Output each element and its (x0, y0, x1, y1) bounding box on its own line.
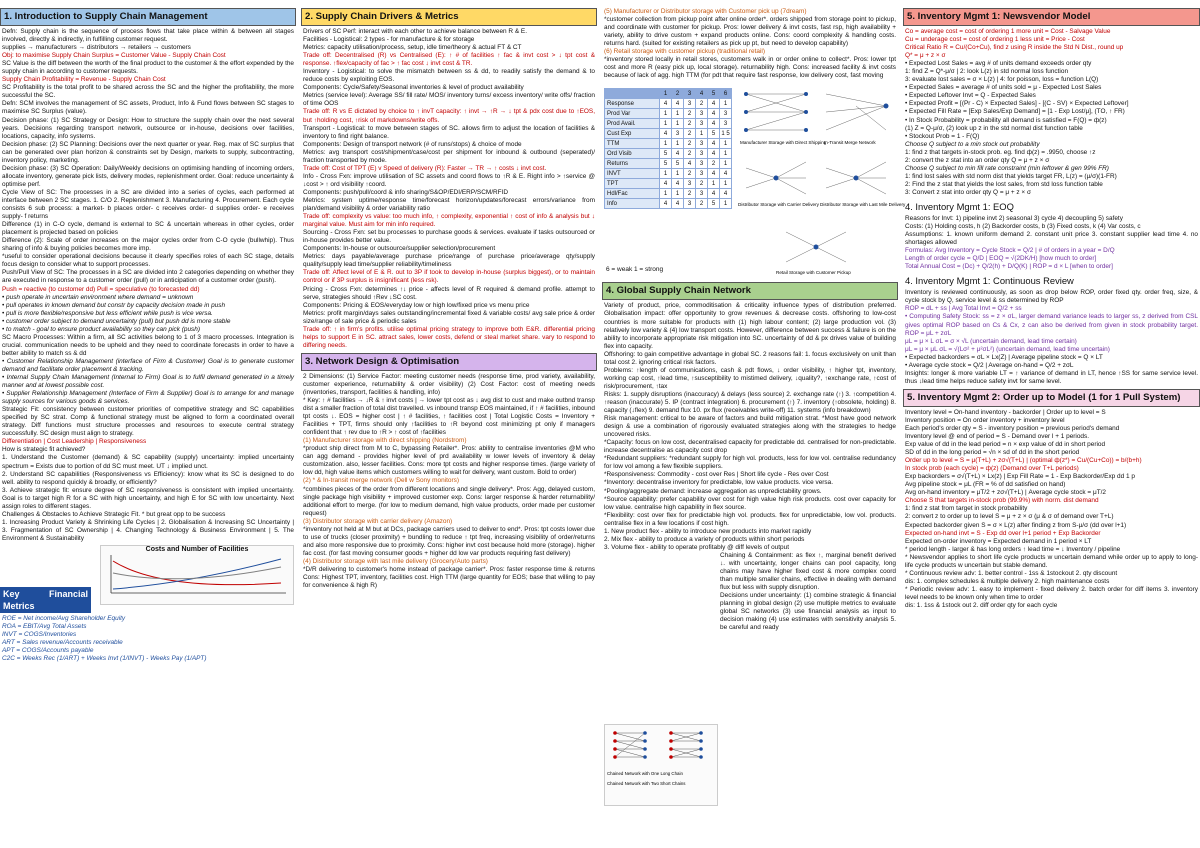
text-line: Sourcing - Cross Fxn: set bu processes to purchase goods & services. evaluate if tasks outsourced or in-house provides better value. (303, 229, 595, 245)
rank-cell: 3 (684, 199, 696, 209)
table-row (605, 189, 732, 199)
text-line: *inventory not held at M but at DCs, package carriers used to deliver to end*. Pros: tpt costs lower due to use of trucks (closer proximity) + bundling to reduce ↑ tpt freq, increasing visibility of order/returns and also more responsive due to proximity. Cons: higher invt cost because hold more (storage). higher fac cost. (for fast moving consumer goods + higher dd low var products requiring fast delivery) (303, 525, 595, 557)
rank-cell: 4 (720, 169, 732, 179)
rank-cell: 4 (708, 189, 720, 199)
metric-line: INVT = COGS/Inventories (2, 631, 77, 639)
section-header-continuous: 4. Inventory Mgmt 1: Continuous Review (905, 275, 1074, 287)
newsvendor-body (903, 28, 1200, 197)
text-line: Avg pipeline stock = μL (FR = % of dd satisfied on hand) (905, 481, 1066, 489)
rank-cell: 1 (696, 129, 708, 139)
text-line: dis: 1. complex schedules & multiple delivery 2. high maintenance costs (905, 577, 1110, 585)
text-line: Costs: (1) Holding costs, h (2) Backorder costs, b (3) Fixed costs, k (4) Var costs, c (905, 223, 1141, 231)
text-line: Choose Q subject to min fill rate constraint (min leftover & gen 99% FR) (905, 164, 1109, 172)
rank-cell: 4 (672, 179, 684, 189)
table-row (605, 109, 732, 119)
rank-cell: 1 5 (721, 130, 730, 137)
rank-cell: 1 (720, 179, 732, 189)
text-line: Transport - Logistical: to move between stages of SC. allows firm to adjust the location of facilities & inventory to find right balance. (303, 124, 595, 140)
text-line: Assumptions: 1. known uniform demand 2. constant unit price 3. constant supplier lead time 4. no shortages allowed (905, 231, 1198, 247)
text-line: • push operate in uncertain environment where demand = unknown (2, 293, 194, 301)
section-header-network: 3. Network Design & Optimisation (301, 353, 597, 371)
rank-cell: 3 (684, 179, 696, 189)
table-row (605, 179, 732, 189)
text-line: 2: Find the z stat that yields the lost sales, from std loss function table (905, 180, 1103, 188)
text-line: • In Stock Probability = probability all demand is satisfied = F(Q) = ф(z) (905, 116, 1107, 124)
text-line: *Pooling/aggregate demand: increase aggregation as unpredictability grows. (604, 487, 822, 495)
rank-cell: 5 (708, 199, 720, 209)
text-line: 3: Convert z stat into order qty Q = μ + z × σ (905, 188, 1031, 196)
rank-cell: 3 (696, 109, 708, 119)
text-line: Decision phase: (1) SC Strategy or Design: How to structure the supply chain over the next several years. Decisions regarding transport network, outsource or in-house, decisions over facilities, locations, capacity, info systems. (2, 116, 294, 140)
text-line: 1. New product flex - ability to introduce new products into market rapidly (604, 527, 812, 535)
text-line: Exp value of dd in the lead period = n × exp value of dd in short period (905, 441, 1106, 449)
rank-cell: 3 (684, 99, 696, 109)
rank-cell: 1 (660, 119, 672, 129)
metric-line: ROE = Net income/Avg Shareholder Equity (2, 615, 126, 622)
network-comparison-block (602, 82, 906, 282)
column-1 (0, 8, 296, 846)
text-line: Reasons for Invt: 1) pipeline invt 2) seasonal 3) cycle 4) decoupling 5) safety (905, 214, 1123, 222)
rank-cell: 2 (684, 129, 696, 139)
row-label: Response (605, 99, 660, 109)
row-label: Cust Exp (605, 129, 660, 139)
text-line: (1) Z = Q-μ/σ, (2) look up z in the std normal dist function table (905, 124, 1083, 132)
text-line: • Expected Sales = average # of units sold = μ - Expected Lost Sales (905, 84, 1102, 92)
key-metrics-header: Key Financial Metrics (0, 587, 91, 613)
rank-cell: 1 (660, 89, 672, 99)
rank-cell: 2 (696, 199, 708, 209)
fig-label-4: Distributor Storage with Last Mile Delivery (820, 202, 906, 208)
order-up-to-body (903, 409, 1200, 610)
text-line: Inventory position = On order inventory + inventory level (905, 416, 1065, 424)
text-line: Trade off: Cost of TPT (E) v Speed of delivery (R): Faster → TR → ↑ costs ↓ invt cost. (303, 164, 547, 172)
row-label: Info (605, 199, 660, 209)
text-line: *D/R delivering to customer's home instead of package carrier*. Pros: faster response time & returns Cons: Highest TPT, inventory, facilities cost. High TTM (large quantity for EOS; base that willing to pay for convenience & high R) (303, 566, 595, 590)
text-line: (6) Retail storage with customer pickup (traditional retail) (604, 48, 766, 56)
text-line: 3: evaluate lost sales = σ × L(z) | 4: for poisson, loss = function L(Q) (905, 76, 1099, 84)
continuous-review-body (903, 289, 1200, 386)
fig-label-5: Retail Storage with Customer Pickup (776, 270, 851, 276)
text-line: Choose S that targets in-stock prob (99.9%) with norm. dist demand (905, 497, 1099, 505)
rank-cell: 4 (696, 89, 708, 99)
text-line: Length of order cycle = Q/D | EOQ = √(2DK/H) [how much to order] (905, 255, 1097, 263)
text-line: • Internal Supply Chain Management (Internal to Firm) Goal is to fulfil demand generated in a timely manner and at lowest possible cost. (2, 374, 294, 390)
rank-cell: 1 (720, 159, 732, 169)
text-line: • Supplier Relationship Management (Interface of Firm & Supplier) Goal is to arrange for and manage supply sources for various goods & services. (2, 390, 294, 406)
text-line: Facilities - Logistical: 2 types - for manufacture & for storage (303, 36, 475, 44)
text-line: • Stockout Prob = 1 - F(Q) (905, 132, 980, 140)
section-header-drivers: 2. Supply Chain Drivers & Metrics (301, 8, 597, 26)
row-label: Ord Visib (605, 149, 660, 159)
text-line: Avg on-hand inventory = μT/2 + zσ√(T+L) | Average cycle stock = μT/2 (905, 489, 1106, 497)
rank-cell: 2 (684, 189, 696, 199)
text-line: Trade off: Decentralised (R) vs Centralised (E): ↑ # of facilities ↑ fac & invt cost > ↓ tpt cost & response. ↑flex/capacity of fac > ↑ fac cost ↓ invt cost & TR. (303, 52, 595, 68)
network-ranking-table (604, 88, 732, 209)
text-line: • Customer Relationship Management (interface of Firm & Customer) Goal is to generate customer demand and facilitate order placement & tracking. (2, 357, 294, 373)
rank-cell: 4 (708, 109, 720, 119)
text-line: 1. Understand the Customer (demand) & SC capability (supply) uncertainty: implied uncertainty spectrum = Exists due to portion of dd SC must meet. UT ↓ implied unct. (2, 454, 294, 470)
section-header-intro: 1. Introduction to Supply Chain Management (0, 8, 296, 26)
text-line: SD of dd in the long period = √n × sd of dd in the short period (905, 449, 1080, 457)
text-line: Components: Pricing & EOS/everyday low or high low/fixed price vs menu price (303, 301, 530, 309)
text-line: SC Profitability is the total profit to be shared across the SC and the higher the profitability, the more successful the SC. (2, 84, 294, 100)
metric-line: C2C = Weeks Rec (1/ART) + Weeks Invt (1/INVT) - Weeks Pay (1/APT) (2, 655, 207, 663)
rank-cell: 1 (672, 119, 684, 129)
text-line: Defn: Supply chain is the sequence of process flows that take place within & between all stages involved, directly & indirectly, in fulfilling customer request. (2, 28, 294, 44)
text-line: Components: push/pull/coord & info sharing/S&OP/EDI/ERP/SCM/RFID (303, 188, 509, 196)
section-header-order-up-to: 5. Inventory Mgmt 2: Order up to Model (1 for 1 Pull System) (903, 389, 1200, 407)
text-line: Trade off: R vs E dictated by choice to ↑ invT capacity: ↑ invt → ↑R → ↓ tpt & pdx cost due to ↑EOS, but ↑holding cost, ↑risk of markdowns/write offs. (303, 108, 595, 124)
rank-cell: 2 (708, 159, 720, 169)
text-line: • pull operates in known demand but constr by capacity decision made in push (2, 301, 226, 309)
rank-cell: 5 (708, 129, 720, 139)
text-line: Risks: 1. supply disruptions (inaccuracy) & delays (less source) 2. exchange rate (↑) 3. ↑competition 4. ↑reason (inaccurate) 5. IP (contract integration) 6. procurement (↑) 7. inventory (↑obsolete, holding) 8. capacity (↓flex) 9. demand flux 10. px flux (receivables write-off) 11. systems (info breakdown) (604, 390, 896, 415)
text-line: • Expected backorders = σL × Lx(Z) | Average pipeline stock = Q × LT (905, 353, 1103, 361)
fig-label-3: Distributor Storage with Carrier Delivery (738, 202, 819, 208)
section-header-eoq: 4. Inventory Mgmt 1: EOQ (905, 200, 1014, 212)
text-line: μL = μ × μL σL = √(Lσ² + μ²σL²) (uncertain demand, lead time uncertain) (905, 345, 1110, 353)
text-line: Expected backorder given S = σ × L(z) after finding z from S-μ/σ (dd over l+1) (905, 521, 1127, 529)
rank-cell: 5 (660, 159, 672, 169)
text-line: Trade off: complexity vs value: too much info, ↑ complexity, exponential ↑ cost of info & analysis but ↓ marginal value. Must aim for min info required. (303, 213, 595, 229)
text-line: *Flexibility: cost over flex for predictable high vol. products. flex for unpredictable, low vol. products. centralise flex in a few locations if cost high. (604, 511, 896, 527)
text-line: Info - Cross Fxn: improve utilisation of SC assets and coord flows to ↑R & E. Right info > ↑service @ ↓cost > ↑ ord visibility ↑coord. (303, 172, 595, 188)
chain-network-icon (605, 725, 715, 803)
rank-cell: 4 (708, 169, 720, 179)
text-line: • Expected Lost Sales = avg # of units demand exceeds order qty (905, 60, 1092, 68)
text-line: How is strategic fit achieved? (2, 446, 86, 454)
rank-cell: 3 (720, 119, 732, 129)
rank-cell: 3 (696, 149, 708, 159)
text-line: *Redundant suppliers: *redundant supply for high vol. products, less for low vol. centralise redundancy for low vol among a few flexible suppliers. (604, 455, 896, 471)
text-line: Problems: ↑length of communications, cash & pdt flows, ↓ order visibility, ↑ higher tpt, inventory, working cap cost, ↑lead time, ↑susceptibility to mistimed delivery, ↓quality?, ↑exchange rate, ↑cost of risk/procurement, ↑tax (604, 366, 896, 390)
section-header-newsvendor: 5. Inventory Mgmt 1: Newsvendor Model (903, 8, 1200, 26)
rank-cell: 4 (660, 129, 672, 139)
text-line: Choose Q subject to a min stock out probability (905, 140, 1040, 148)
text-line: • Computing Safety Stock: ss = z × σL, larger demand variance leads to larger ss, z derived from CSL gives optimal ROP based on Cs & Cx, z can also be derived from given in stock probability target. ROP = μL + zσL (905, 313, 1198, 337)
rank-cell: 1 (708, 179, 720, 189)
rank-cell: 2 (684, 119, 696, 129)
rank-cell: 1 (672, 109, 684, 119)
text-line: μL = μ × L σL = σ × √L (uncertain demand, lead time certain) (905, 337, 1077, 345)
text-line: • Expected Profit = [(Pr - C) × Expected Sales] - [(C - SV) × Expected Leftover] (905, 100, 1129, 108)
row-label: Prod Var (605, 109, 660, 119)
text-line: Insights: longer & more variable LT = ↑ variance of demand in LT, hence ↑SS for same service level. thus ↓lead time helps reduce safety invt for same level. (905, 369, 1198, 385)
text-line: Inventory level = On-hand inventory - backorder | Order up to level = S (905, 408, 1106, 416)
rank-cell: 1 (660, 139, 672, 149)
global-body (602, 302, 898, 632)
rank-cell: 2 (672, 89, 684, 99)
rank-cell: 4 (708, 139, 720, 149)
text-line: (5) Manufacturer or Distributor storage with Customer pick up (7dream) (604, 8, 807, 15)
rank-cell: 1 (720, 149, 732, 159)
text-line: SC Macro Processes: Within a firm, all SC activities belong to 1 of 3 macro processes. Integration is crucial. communication needs to be upheld and they need to coordinate forecasts in order to have a better ability to match ss & dd (2, 333, 294, 357)
text-line: Offshoring: to gain competitive advantage in global SC. 2 reasons fail: 1. focus exclusively on unit than total cost 2. ignoring critical risk factors. (604, 350, 896, 366)
text-line: Push/Pull View of SC: The processes in a SC are divided into 2 categories depending on whether they are executed in response to a customer order (pull) or in anticipation of a customer order (push). (2, 269, 294, 285)
text-line: Metrics: days payable/average purchase price/range of purchase price/average qty/supply quality/supply lead time/supplier reliability/timeliness (303, 253, 595, 269)
network-diagrams-icon (736, 82, 906, 278)
rank-cell: 1 (672, 189, 684, 199)
text-line: Inventory - Logistical: to solve the mismatch between ss & dd, to readily satisfy the demand & to reduce costs by exploiting EOS. (303, 68, 595, 84)
rank-cell: 4 (660, 99, 672, 109)
text-line: Formulas: Avg Inventory = Cycle Stock = Q/2 | # of orders in a year = D/Q (905, 247, 1115, 255)
text-line: Difference (1) in C-O cycle, demand is external to SC & uncertain whereas in other cycles, order placement is projected based on policies (2, 221, 294, 237)
text-line: (4) Distributor storage with last mile delivery (Grocery/Auto parts) (303, 557, 488, 565)
text-line: Total Annual Cost = (Dc) + Q/2(h) + D/Q(K) | ROP = d × L [when to order] (905, 263, 1113, 271)
metric-line: ROA = EBIT/Avg Total Assets (2, 623, 87, 631)
text-line: 1: find Z = Q*-μ/σ | 2: look L(z) in std normal loss function (905, 68, 1069, 76)
rank-cell: 4 (684, 159, 696, 169)
text-line: 2 Dimensions: (1) Service Factor: meeting customer needs (response time, prod variety, availability, customer experience, returnability & order visibility) (2) Cost Factor: cost of meeting needs (inventories, transport, facilities & handling, info) (303, 372, 595, 396)
row-label: Prod Avail. (605, 119, 660, 129)
text-line: Variety of product, price, commoditisation & criticality influence types of distribution preferred. Globalisation impact: offer opportunity to grow revenues & decrease costs. offshoring to low-cost countries is more suitable for products with (1) high labour content; (2) large production vol. (3) relatively low variety & (4) low transport costs. However, difference between success & failure is on the ability to incorporate appropriate risk mitigation into SC. uncertainty of dd & px drives value of building flex into capacity. (604, 302, 896, 350)
text-line: *customer collection from pickup point after online order*. orders shipped from storage point to pickup, and coordinate with customer for pickup. Pros: lower delivery & invt costs, fast rsp, high availability + variety, ability to drive custom + expand products online. Cons: coord complexity & handling costs. returns hard. (suited for existing retailers as pick up pt, but need to develop capability) (604, 16, 896, 48)
text-line: Metrics: capacity utilisation/process, setup, idle time/theory & actual FT & CT (303, 44, 522, 52)
table-row (605, 159, 732, 169)
rank-note: 6 = weak 1 = strong (606, 266, 664, 274)
text-line: *useful to consider operational decisions because it clearly specifies roles of each SC stage, details focus design to consider what to support processes. (2, 253, 294, 269)
text-line: (1) Manufacturer storage with direct shipping (Nordstrom) (303, 437, 467, 445)
rank-cell: 3 (696, 139, 708, 149)
text-line: Differentiation | Cost Leadership | Responsiveness (2, 438, 147, 446)
rank-cell: 1 (672, 139, 684, 149)
text-line: Cu = underage cost = cost of ordering 1 less unit = Price - Cost (905, 36, 1085, 44)
rank-cell: 2 (696, 99, 708, 109)
text-line: Exp backorders = σ√(T+L) × Lx(z) | Exp Fill Rate = 1 - Exp Backorder/Exp dd 1 p (905, 473, 1135, 481)
rank-cell: 1 (720, 139, 732, 149)
text-line: Decisions under uncertainty: (1) combine strategic & financial planning in global design (2) use multiple metrics to evaluate global SC networks (3) use financial analysis as input to decision making (4) use estimates with sensitivity analysis 5. be careful and ready (720, 592, 896, 632)
financial-metrics (0, 615, 296, 663)
eoq-body (903, 215, 1200, 271)
text-line: supplies → manufacturers → distributors → retailers → customers (2, 44, 191, 52)
text-line: *Responsiveness: Commodity - cost over Res | Short life cycle - Res over Cost (604, 471, 829, 479)
text-line: *inventory stored locally in retail stores, customers walk in or order online to collect*. Pros: lower tpt cost and more R (easy pick up, local storage). returnability high. Cons: increased facility & invt costs because of lack of agg. high TTM (for pdt that require fast response, low delivery cost, fast moving (604, 56, 896, 80)
text-line: * Newsvendor applies to short life cycle products w uncertain demand while order up to apply to long-life cycle products w uncertain but stable demand. (905, 553, 1198, 569)
text-line: Trade off: Affect level of E & R. out to 3P if took to develop in-house (surplus biggest), or to maintain control or if 3P surplus is insignificant (less rsk). (303, 269, 595, 285)
text-line: Metrics: system uptime/response time/forecast horizon/updates/forecast errors/variance from plan/demand visibility & order variability ratio (303, 196, 595, 213)
table-row (605, 119, 732, 129)
row-label (605, 89, 660, 99)
rank-cell: 4 (672, 199, 684, 209)
rank-cell: 3 (672, 129, 684, 139)
rank-cell: 1 (660, 169, 672, 179)
text-line: 2. Understand SC capabilities (Responsiveness vs Efficiency): know what its SC is designed to do well. ability to respond quickly & broadly, or efficiently? (2, 470, 294, 486)
text-line: *Inventory: decentralise inventory for predictable, low value products. vice versa. (604, 479, 834, 487)
rank-cell: 3 (696, 169, 708, 179)
text-line: Risk management: critical to be aware of factors and build mitigation strat. *Most have good network design & use a combination of rigorously evaluated strategies along with the strategies to hedge uncovered risks. (604, 415, 896, 439)
rank-cell: 1 (720, 199, 732, 209)
table-row (605, 99, 732, 109)
network-body (301, 373, 597, 590)
text-line: 1. Increasing Product Variety & Shrinking Life Cycles | 2. Globalisation & Increasing SC Uncertainty | 3. Fragmentation of SC Ownership | 4. Changing Technology & Business Environment | 5. The Environment & Sustainability (2, 518, 294, 542)
chain-label-2: Chained Network with Two Short Chains (607, 781, 686, 786)
chain-label-1: Chained Network with One Long Chain (607, 771, 683, 776)
rank-cell: 3 (684, 89, 696, 99)
text-line: dis: 1. 1ss & 1stock out 2. diff order qty for each cycle (905, 602, 1058, 609)
text-line: ROP = dL + ss | Avg Total Invt = Q/2 + ss (905, 305, 1022, 313)
row-label: Hdl/Fac (605, 189, 660, 199)
column-2 (301, 8, 597, 846)
rank-cell: 3 (720, 109, 732, 119)
text-line: Obj: to maximise Supply Chain Surplus = Customer Value - Supply Chain Cost (2, 52, 226, 60)
text-line: • Expected Fill Rate = [Exp Sales/Exp Demand] = [1 - Exp Lost/μ], (TO, ↑ FR) (905, 108, 1125, 116)
text-line: Decision phase: (2) SC Planning: Decisions over the next quarter or year. Reg. max of SC surplus that can be generated over plan horizon & constraints set by Design, markets to supply, subcontracting, inventory policy, marketing. (2, 140, 294, 164)
text-line: * Continuous review adv: 1. better control - 1ss & 1stockout 2. qty discount (905, 569, 1118, 577)
text-line: Strategic Fit: consistency between customer priorities of competitive strategy and SC capabilities specified by SC strat. Comp & functional strategy must be aligned to form a coordinated overall strategy. Diff functions must structure processes and resources to execute central strategy successfully. SC design must align to strategy. (2, 406, 294, 438)
text-line: Chaining & Containment: as flex ↑, marginal benefit derived ↓. with uncertainty, longer chains can pool capacity, long chains may have higher fixed cost & more complex coord than multiple smaller chains, effective in dealing with demand flux but less with supply disruption. (720, 551, 896, 592)
text-line: Supply Chain Profitability = Revenue - Supply Chain Cost (2, 76, 166, 84)
rank-cell: 2 (696, 179, 708, 189)
text-line: Components: Cycle/Safety/Seasonal inventories & level of product availability (303, 84, 524, 92)
metric-line: ART = Sales revenue/Accounts receivable (2, 639, 123, 647)
text-line: * period length - larger & has long orders ↑ lead time = ↓ Inventory / pipeline (905, 545, 1121, 553)
text-line: Expected on-order inventory = Expected demand in 1 period × LT (905, 537, 1092, 545)
table-row (605, 169, 732, 179)
text-line: SC Value is the diff between the worth of the final product to the customer & the effort expended by the supply chain in according to customer requests. (2, 60, 295, 76)
rank-cell: 3 (696, 189, 708, 199)
text-line: 3. Volume flex - ability to operate profitably @ diff levels of output (604, 543, 789, 551)
text-line: Inventory is reviewed continuously, as soon as drop below ROP, order fixed qty. order freq, size, & cycle stock by Q, service level & ss determined by ROP (905, 289, 1198, 305)
rank-cell: 4 (708, 119, 720, 129)
text-line: Decision phase: (3) SC Operation: Daily/Weekly decisions on optimising handling of incoming orders, allocate inventory, generate pick lists, delivery modes, replenishment order. Goal: reduce uncertainty & optimise perf. (2, 164, 294, 188)
text-line: (2) * & In-transit merge network (Dell w Sony monitors) (303, 477, 459, 485)
rank-cell: 1 (660, 189, 672, 199)
text-line: • customer order subject to demand uncertainty (pull) but push dd is more stable (2, 317, 231, 325)
rank-cell: 3 (696, 119, 708, 129)
chart-title: Costs and Number of Facilities (145, 546, 249, 553)
text-line: Expected on-hand invt = S - Exp dd over l+1 period + Exp Backorder (905, 529, 1101, 537)
text-line: Challenges & Obstacles to Achieve Strategic Fit. * but great opp to be success (2, 510, 226, 518)
rank-cell: 5 (660, 149, 672, 159)
rank-cell: 2 (684, 169, 696, 179)
metric-line: APT = COGS/Accounts payable (2, 647, 94, 655)
text-line: • Average cycle stock = Q/2 | Average on-hand = Q/2 + zσL (905, 361, 1074, 369)
text-line: 1: find lost sales with std norm dist that yields target FR, L(z) = (μ/σ)(1-FR) (905, 172, 1117, 180)
rank-cell: 4 (660, 199, 672, 209)
text-line: • to match - goal to ensure product availability so they can pick (push) (2, 325, 200, 333)
text-line: Pricing - Cross Fxn: determines ↑↓ price - affects level of R required & demand profile. attempt to serve, strategies should ↑Rev ↓SC cost. (303, 285, 595, 301)
rank-cell: 4 (672, 149, 684, 159)
text-line: * Key: ↑ # facilities → ↓R & ↑ invt costs | → lower tpt cost as ↓ avg dist to cust and make outbnd transp dist a smaller fraction of total dist travelled. vs inbound transp EOS maintained, if ↑ # facilities, inbound tpt costs ↓. EOS = higher cost | ↑ # facilities, ↑ facilities cost | Total Logistic Costs = Inventory + Facilities + TPT, firms should only ↑facilities to ↑R beyond cost minimizing pt only if managers confident that ↑ rev due to ↑R > ↑ cost of ↑facilities (303, 397, 595, 437)
text-line: • Expected Leftover Invt = Q - Expected Sales (905, 92, 1036, 100)
table-row (605, 89, 732, 99)
rank-cell: 4 (708, 99, 720, 109)
text-line: In stock prob (each cycle) = ф(z) (Demand over T+L periods) (905, 465, 1079, 473)
drivers-body (301, 28, 597, 350)
rank-cell: 2 (684, 149, 696, 159)
text-line: *product ship direct from M to C, bypassing Retailer*. Pros: ability to centralise inventories @M who can agg demand - provides higher level of prd availability w lower levels of inventory & delay customization. also, lesser facilities. Cons: more tpt costs and higher response times. (large variety of low dd, high value items which customers willing to wait for delivery, want custom. Bold to order) (303, 445, 595, 477)
rank-cell: 4 (720, 189, 732, 199)
text-line: Each period's order qty = S - inventory position = previous period's demand (905, 424, 1120, 432)
table-row (605, 129, 732, 139)
text-line: Metrics: avg transport cost/shipment/case/cost per shipment for inbound & outbound (seperated)/ fraction transported by mode. (303, 148, 595, 164)
rank-cell: 3 (696, 159, 708, 169)
text-line: Critical Ratio R = Cu/(Co+Cu), find z using R inside the Std N Dist., round up (905, 44, 1124, 52)
text-line: *Capacity: focus on low cost, decentralised capacity for predictable dd. centralised for non-predictable. increase decentralise as capacity cost drop (604, 439, 896, 455)
intro-body (0, 28, 296, 543)
rank-cell: 6 (720, 89, 732, 99)
text-line: Defn: SCM involves the management of SC assets, Product, Info & Fund flows between SC stages to maximise SC Surplus (value). (2, 100, 294, 116)
column-4 (903, 8, 1200, 846)
row-label: Returns (605, 159, 660, 169)
rank-cell: 5 (672, 159, 684, 169)
text-line: • pull is more flexible/responsive but less efficient while push is vice versa. (2, 309, 213, 317)
text-line: Co = average cost = cost of ordering 1 more unit = Cost - Salvage Value (905, 28, 1111, 35)
row-label: TTM (605, 139, 660, 149)
rank-cell: 4 (672, 99, 684, 109)
text-line: 1: find z stat from target in stock probability (905, 505, 1028, 513)
text-line: Trade off: ↑ in firm's profits. utilise optimal pricing strategy to improve both E&R. differential pricing helps to support E in SC. attract sales, lower costs, defend or steal market share. vary to respond to differing needs. (303, 325, 595, 349)
text-line: *Source capability: prefer capability over cost for high value high risk products. cost over capacity for low value. centralise high capability in flex source. (604, 495, 896, 511)
text-line: 2: convert the z stat into an order qty Q = μ + z × σ (905, 156, 1050, 164)
rank-cell: 2 (684, 109, 696, 119)
text-line: Inventory level @ end of period = S - Demand over l + 1 periods. (905, 433, 1090, 441)
rank-cell: 4 (660, 179, 672, 189)
text-line: 1: find z that targets in-stock prob. eg. find ф(z) = .9950, choose ↑z (905, 148, 1096, 156)
text-line: Metrics (service level): Average SS/ fill rate/ MOS/ inventory turns/ excess inventory/ write offs/ fraction of time OOS (303, 92, 595, 108)
table-row (605, 149, 732, 159)
row-label: TPT (605, 179, 660, 189)
text-line: 2: convert z to order up to level S = μ + z × σ (μ & σ of demand over T+L) (905, 513, 1114, 521)
rank-cell: 2 (684, 139, 696, 149)
network-options-body (602, 8, 898, 80)
fig-label-2: In-Transit Merge Network (824, 140, 876, 146)
rank-cell: 1 (720, 99, 732, 109)
rank-cell: 4 (708, 149, 720, 159)
text-line: 3. Achieve strategic fit: ensure degree of SC responsiveness is consistent with implied uncertainty. Goal is to target high R for a SC with high uncertainty, and high E for SC with low uncertainty. Next assign roles to different stages. (2, 486, 294, 510)
text-line: Cycle View of SC: The processes in a SC are divided into a series of cycles, each performed at interface between 2 SC stages. 1. C/O 2. Replenishment 3. Manufacturing 4. Procurement. Each cycle consists 6 sub process: a market- b places order- c receives order- d supplies order- e receives supply- f returns (2, 188, 294, 221)
row-label: INVT (605, 169, 660, 179)
text-line: Difference (2): Scale of order increases on the major cycles order from C-O cycle (bullwhip). Thus sharing of info & buying policies becomes more imp. (2, 237, 294, 253)
column-3 (602, 8, 906, 846)
costs-facilities-chart (100, 545, 294, 605)
text-line: Q* = μ + z × σ (905, 52, 946, 60)
text-line: Metrics: profit margin/days sales outstanding/incremental fixed & variable costs/ avg sale price & order size/range of sale price & periodic sales (303, 309, 595, 325)
text-line: 2. Mix flex - ability to produce a variety of products within short periods (604, 535, 805, 543)
text-line: Components: Design of transport network (# of runs/stops) & choice of mode (303, 140, 522, 148)
rank-cell: 1 (660, 109, 672, 119)
section-header-global: 4. Global Supply Chain Network (602, 282, 898, 300)
text-line: Push = reactive (to customer dd) Pull = speculative (to forecasted dd) (2, 285, 200, 293)
text-line: Components: In-house or outsource/supplier selection/procurement (303, 245, 496, 253)
rank-cell: 5 (708, 89, 720, 99)
rank-cell: 1 (672, 169, 684, 179)
text-line: (3) Distributor storage with carrier delivery (Amazon) (303, 517, 453, 525)
table-row (605, 199, 732, 209)
text-line: Order up to level = S = μ(T+L) + zσ√(T+L) | (optimal ф(z*) = Cu/(Cu+Co)) = b/(b+h) (905, 457, 1142, 465)
text-line: * Periodic review adv: 1. easy to implement - fixed delivery 2. batch order for diff items 3. inventory level needs to be known only when time to order (905, 585, 1198, 601)
text-line: Drivers of SC Perf: interact with each other to achieve balance between R & E. (303, 28, 527, 35)
text-line: *combines pieces of the order from different locations and single delivery*. Pros: Agg, delayed custom, single package high visibility + improved customer exp. Cons: larger response & harder returnability/ additional effort to merge. (for low to medium demand, high value products, order made per customer request) (303, 485, 595, 517)
fig-label-1: Manufacturer Storage with Direct Shipping (740, 140, 827, 146)
chain-diagrams (604, 724, 718, 806)
cost-curves-icon (101, 553, 291, 599)
table-row (605, 139, 732, 149)
